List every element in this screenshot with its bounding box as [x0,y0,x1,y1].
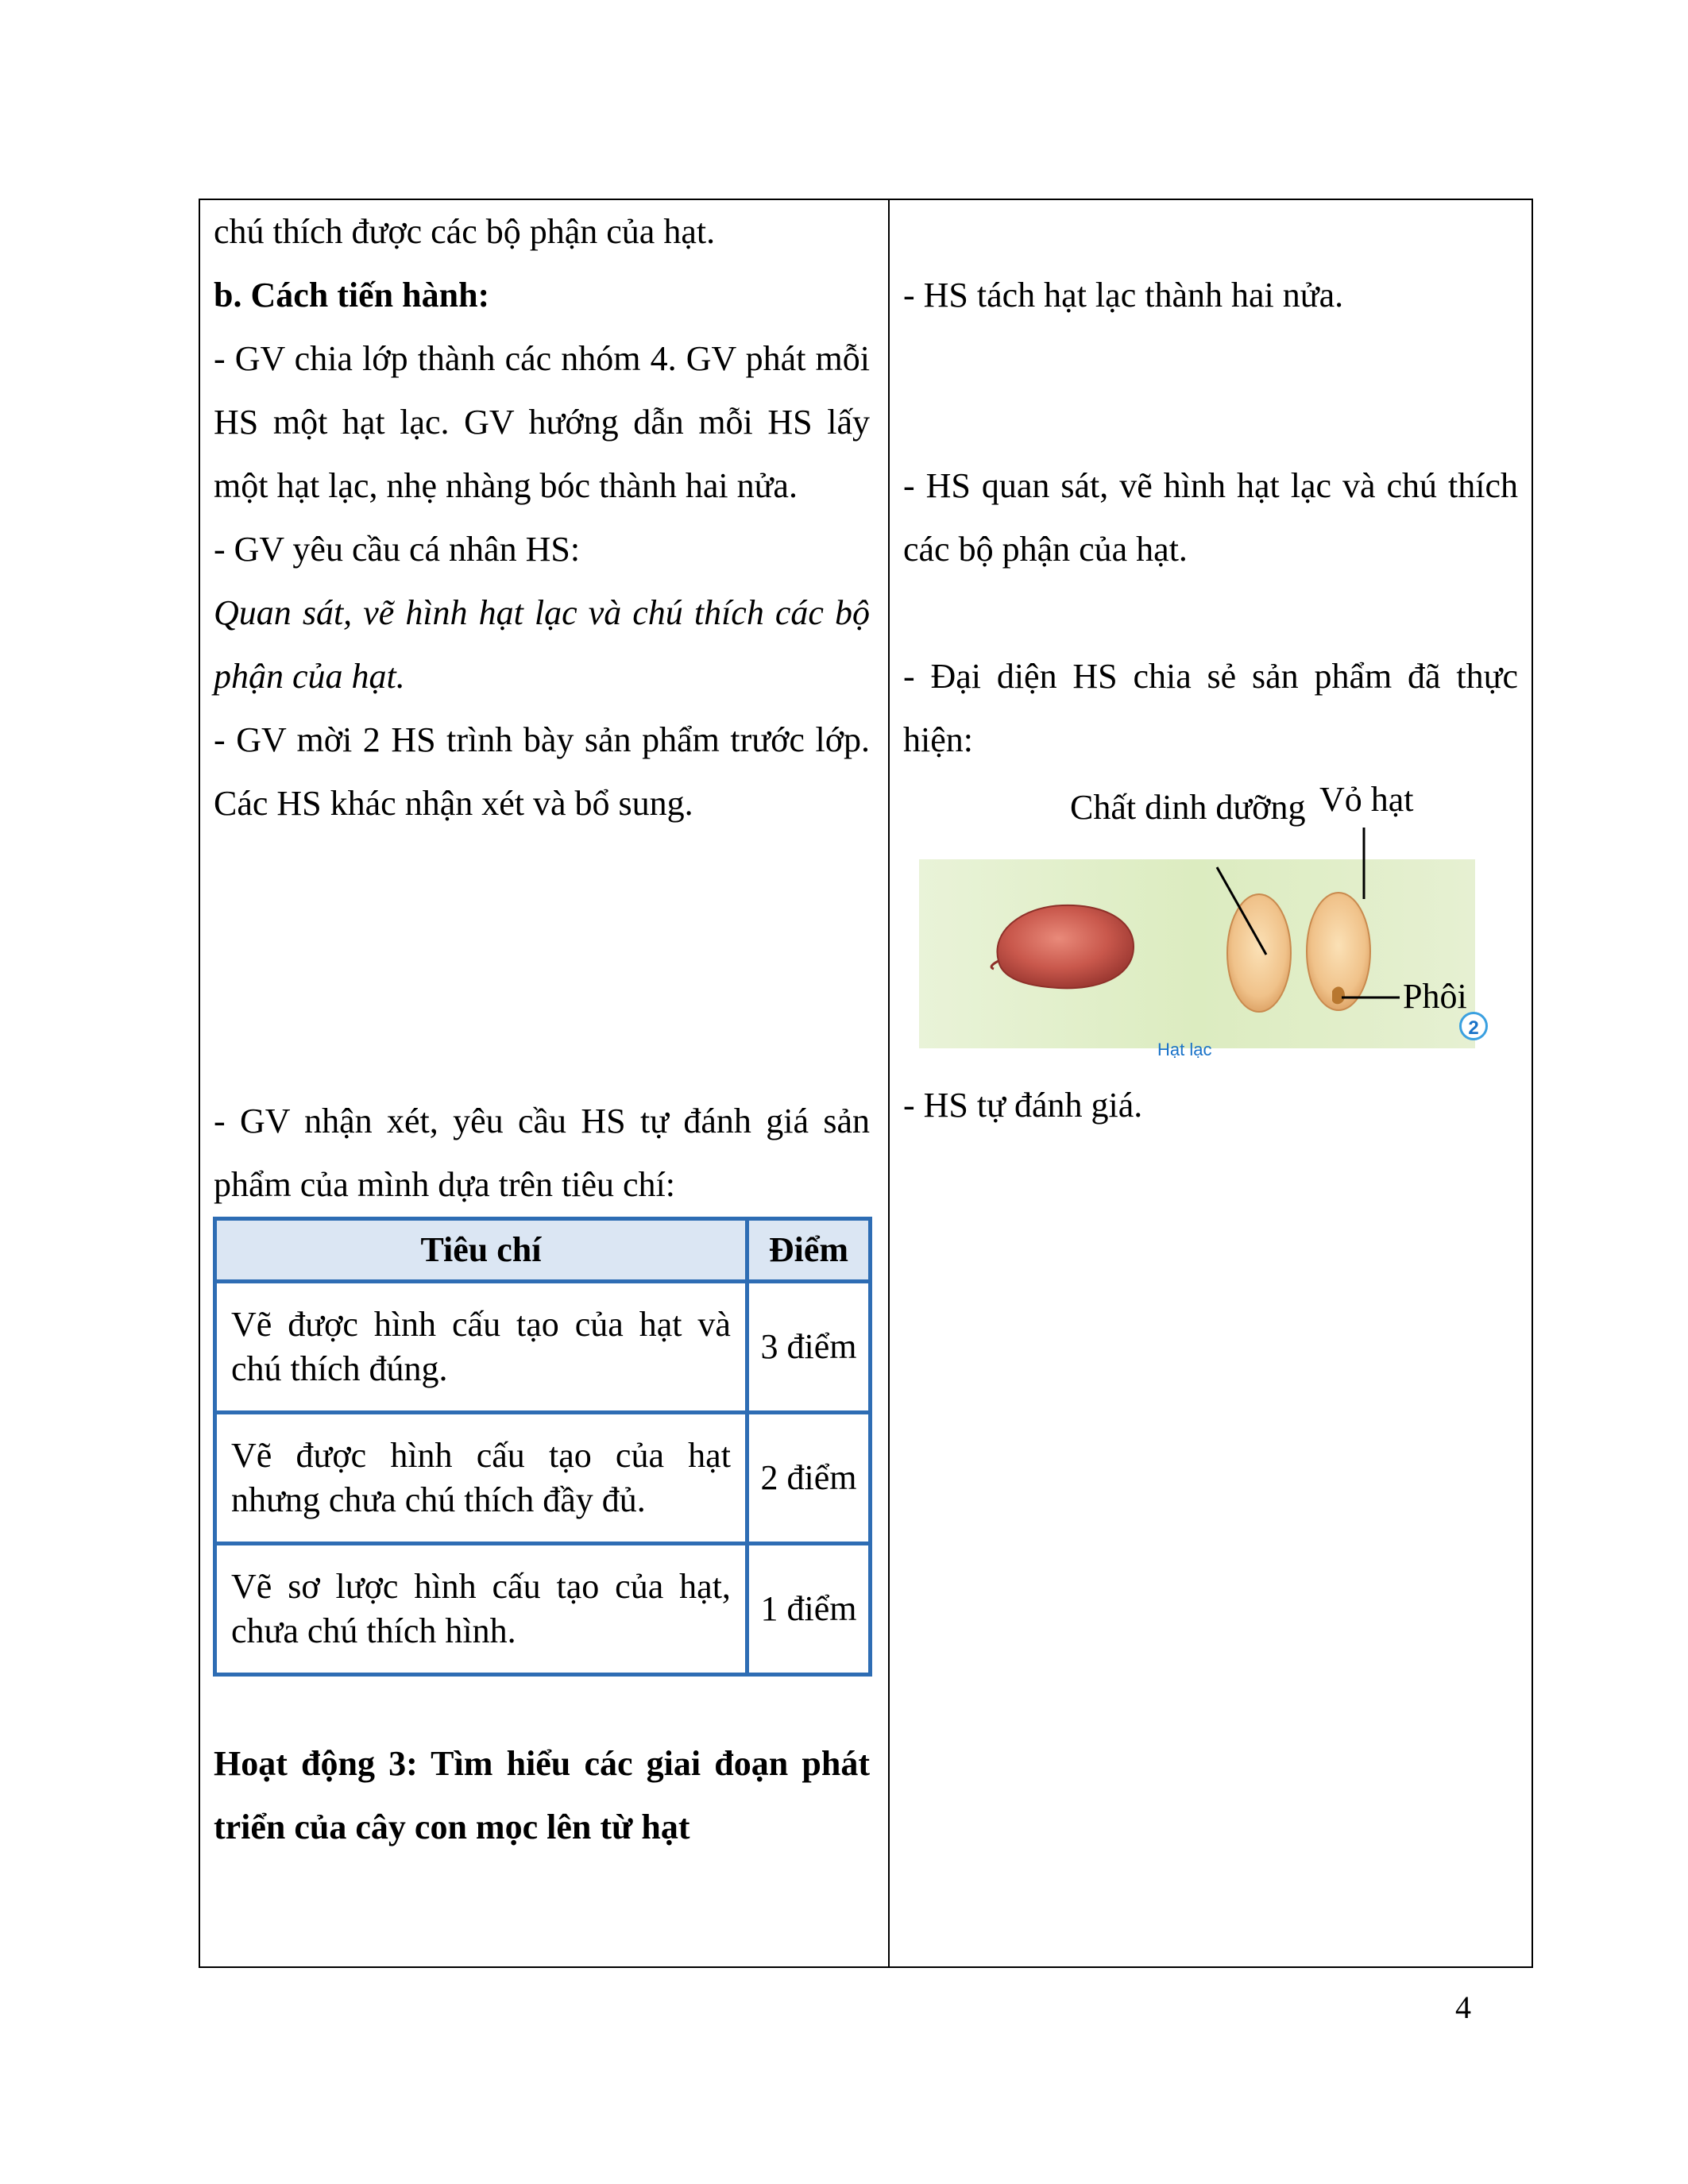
left-para-4: - GV mời 2 HS trình bày sản phẩm trước lớp. Các HS khác nhận xét và bổ sung. [214,720,870,823]
criteria-cell: Vẽ được hình cấu tạo của hạt nhưng chưa chú thích đầy đủ. [215,1413,747,1544]
left-line-1: chú thích được các bộ phận của hạt. [214,212,716,251]
score-cell: 2 điểm [747,1413,870,1544]
column-divider [888,200,890,1966]
whole-seed-icon [997,905,1134,988]
header-score: Điểm [747,1219,870,1282]
score-cell: 3 điểm [747,1282,870,1413]
right-para-1: - HS tách hạt lạc thành hai nửa. [903,276,1344,314]
figure-caption: Hạt lạc [1157,1040,1212,1059]
left-para-5: - GV nhận xét, yêu cầu HS tự đánh giá sản phẩm của mình dựa trên tiêu chí: [214,1102,870,1204]
lesson-table [199,199,1533,1968]
header-criteria: Tiêu chí [215,1219,747,1282]
spacer [214,963,870,1090]
table-row [215,1413,871,1544]
left-para-1: - GV chia lớp thành các nhóm 4. GV phát mỗi HS một hạt lạc. GV hướng dẫn mỗi HS lấy một hạt lạc, nhẹ nhàng bóc thành hai nửa. [214,339,870,505]
page-number: 4 [1455,1989,1471,2025]
spacer [214,835,870,963]
heading-procedure: b. Cách tiến hành: [214,276,490,314]
table-row [215,1282,871,1413]
left-para-2: - GV yêu cầu cá nhân HS: [214,530,581,569]
criteria-table-header [215,1219,871,1282]
label-nutrient: Chất dinh dưỡng [1070,788,1306,827]
criteria-table [213,1217,872,1677]
student-activity-column [903,200,1518,1137]
peanut-seed-figure [903,772,1518,1074]
spacer [903,391,1518,454]
table-row [215,1544,871,1675]
right-para-4: - HS tự đánh giá. [903,1086,1143,1125]
criteria-cell: Vẽ sơ lược hình cấu tạo của hạt, chưa chú thích hình. [215,1544,747,1675]
figure-number-badge: 2 [1459,1012,1488,1040]
left-para-3: Quan sát, vẽ hình hạt lạc và chú thích các bộ phận của hạt. [214,593,870,696]
seed-half-icon [1227,894,1291,1012]
right-para-2: - HS quan sát, vẽ hình hạt lạc và chú thích các bộ phận của hạt. [903,466,1518,569]
right-para-3: - Đại diện HS chia sẻ sản phẩm đã thực hiện: [903,657,1518,759]
heading-activity-3: Hoạt động 3: Tìm hiểu các giai đoạn phát triển của cây con mọc lên từ hạt [214,1744,870,1846]
criteria-cell: Vẽ được hình cấu tạo của hạt và chú thích đúng. [215,1282,747,1413]
spacer [903,327,1518,391]
teacher-activity-column [214,200,870,1859]
spacer [214,1677,870,1732]
label-embryo: Phôi [1403,977,1467,1016]
score-cell: 1 điểm [747,1544,870,1675]
spacer [903,200,1518,264]
label-seed-coat: Vỏ hạt [1319,780,1414,819]
spacer [903,581,1518,645]
